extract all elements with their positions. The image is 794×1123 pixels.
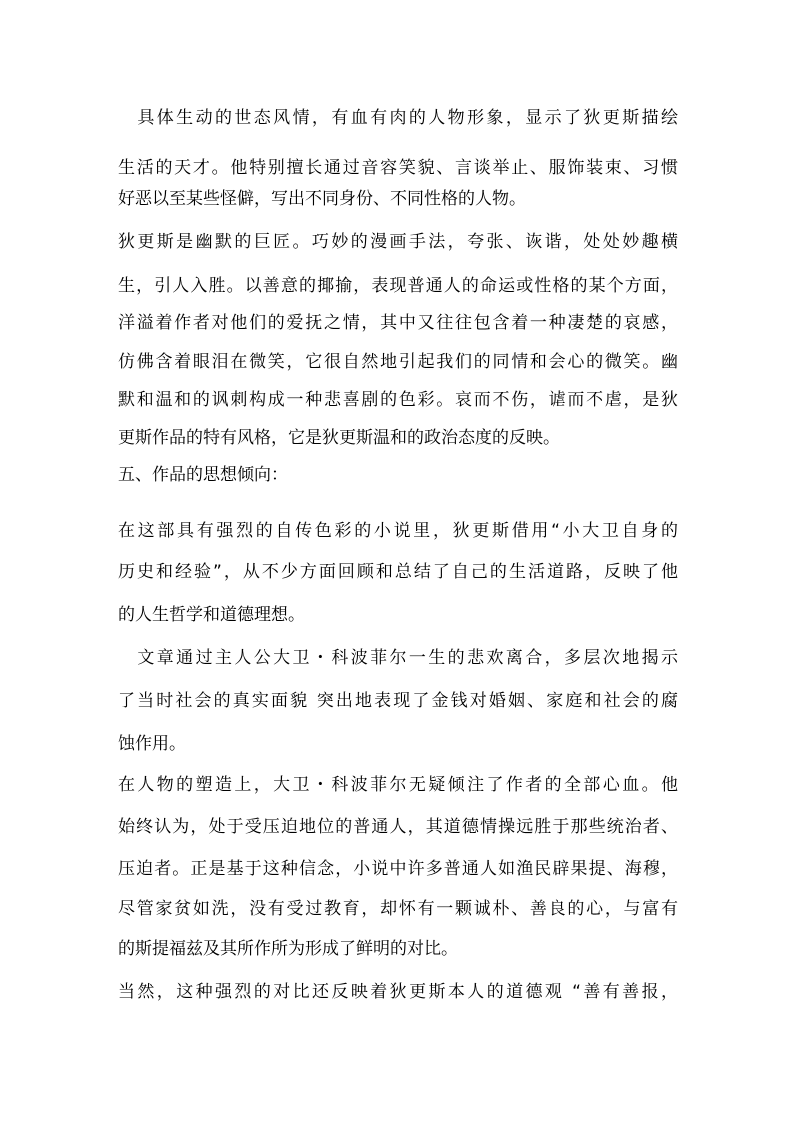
text-line: 好恶以至某些怪僻，写出不同身份、不同性格的人物。	[118, 189, 526, 209]
text-line: 的斯提福兹及其所作所为形成了鲜明的对比。	[118, 939, 458, 959]
text-line: 压迫者。正是基于这种信念，小说中许多普通人如渔民辟果提、海穆，	[118, 859, 678, 879]
text-line: 文章通过主人公大卫・科波菲尔一生的悲欢离合，多层次地揭示	[118, 648, 678, 668]
text-line: 了当时社会的真实面貌 突出地表现了金钱对婚姻、家庭和社会的腐	[118, 691, 678, 711]
text-line: 在这部具有强烈的自传色彩的小说里，狄更斯借用“小大卫自身的	[118, 521, 678, 541]
text-line: 历史和经验”，从不少方面回顾和总结了自己的生活道路，反映了他	[118, 562, 678, 582]
text-line: 蚀作用。	[118, 734, 186, 754]
text-line: 仿佛含着眼泪在微笑，它很自然地引起我们的同情和会心的微笑。幽	[118, 352, 678, 372]
text-line: 生，引人入胜。以善意的揶揄，表现普通人的命运或性格的某个方面，	[118, 276, 678, 296]
text-line: 尽管家贫如洗，没有受过教育，却怀有一颗诚朴、善良的心，与富有	[118, 899, 678, 919]
text-line: 当然，这种强烈的对比还反映着狄更斯本人的道德观 “善有善报，	[118, 982, 678, 1002]
text-line: 始终认为，处于受压迫地位的普通人，其道德情操远胜于那些统治者、	[118, 817, 678, 837]
text-line: 狄更斯是幽默的巨匠。巧妙的漫画手法，夸张、诙谐，处处妙趣横	[118, 232, 678, 252]
text-line: 具体生动的世态风情，有血有肉的人物形象，显示了狄更斯描绘	[118, 108, 678, 128]
text-line: 生活的天才。他特别擅长通过音容笑貌、言谈举止、服饰装束、习惯	[118, 158, 678, 178]
text-line: 更斯作品的特有风格，它是狄更斯温和的政治态度的反映。	[118, 428, 560, 448]
text-line: 洋溢着作者对他们的爱抚之情，其中又往往包含着一种凄楚的哀感，	[118, 313, 678, 333]
section-heading: 五、作品的思想倾向：	[118, 465, 288, 485]
text-line: 默和温和的讽刺构成一种悲喜剧的色彩。哀而不伤，谑而不虐，是狄	[118, 390, 678, 410]
text-line: 的人生哲学和道德理想。	[118, 605, 305, 625]
text-line: 在人物的塑造上，大卫・科波菲尔无疑倾注了作者的全部心血。他	[118, 775, 678, 795]
